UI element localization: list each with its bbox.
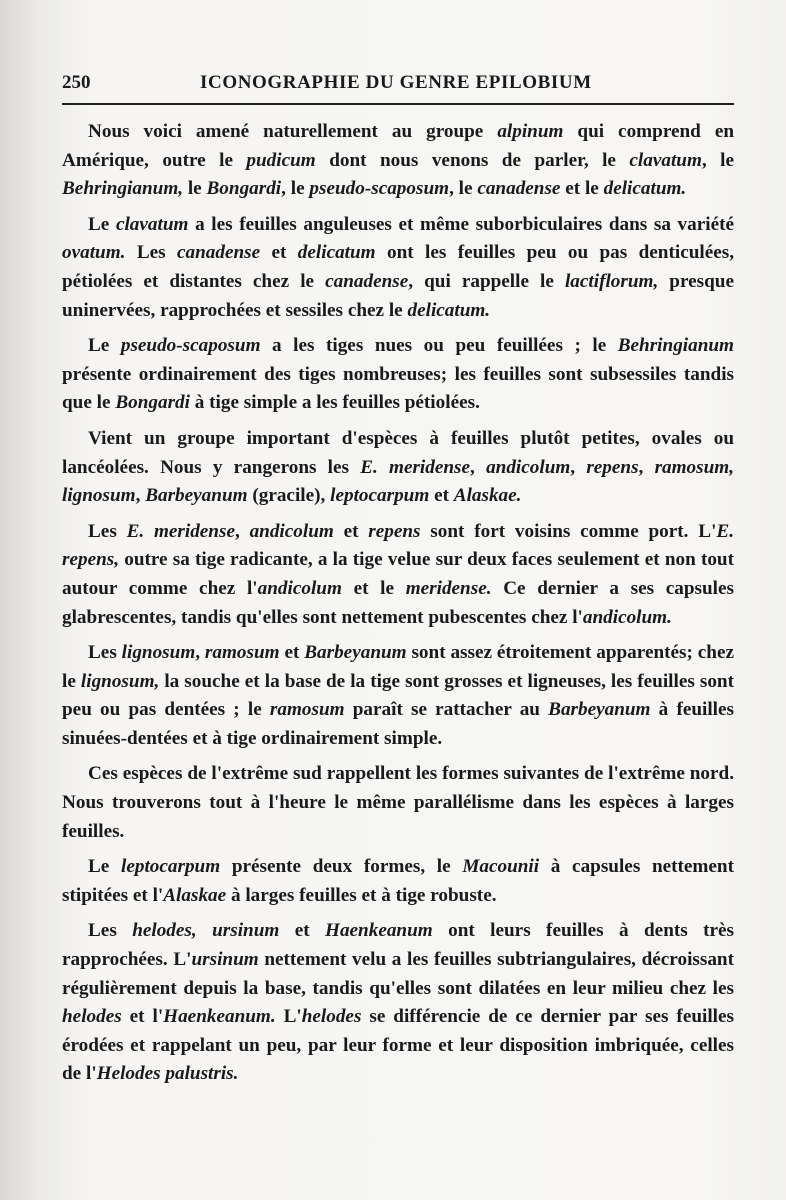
- italic-run: alpinum: [497, 121, 564, 142]
- text-run: dont nous venons de parler, le: [315, 149, 630, 171]
- italic-run: ramosum: [204, 642, 280, 664]
- italic-run: Haenkeanum: [325, 920, 433, 942]
- text-run: et: [279, 642, 305, 664]
- italic-run: lactiflorum,: [564, 270, 659, 292]
- italic-run: pseudo-scaposum: [309, 178, 450, 200]
- text-run: Nous voici amené naturellement au groupe: [88, 121, 498, 142]
- text-run: ,: [135, 485, 146, 507]
- italic-run: canadense: [325, 270, 409, 292]
- italic-run: pseudo-scaposum: [120, 335, 261, 357]
- italic-run: delicatum: [297, 242, 376, 264]
- text-run: presque uninervées, rapprochées et sessiles chez le: [62, 270, 734, 321]
- text-run: Le: [88, 213, 116, 235]
- text-run: ,: [638, 456, 655, 478]
- text-run: Les: [88, 642, 122, 664]
- italic-run: ursinum: [212, 920, 280, 942]
- text-run: et le: [560, 178, 604, 200]
- text-run: paraît se rattacher au: [344, 699, 549, 721]
- italic-run: Bongardi: [115, 392, 190, 414]
- text-run: Le: [88, 335, 121, 357]
- italic-run: E. meridense: [360, 456, 471, 478]
- text-run: et: [279, 920, 326, 942]
- text-run: sont assez étroitement apparentés; chez le: [62, 642, 734, 692]
- paragraph: [62, 760, 734, 846]
- text-run: à capsules nettement stipitées et l': [62, 856, 734, 906]
- text-run: outre sa tige radicante, a la tige velue sur deux faces seulement et non tout autour comme chez l': [62, 549, 734, 599]
- text-run: ,: [570, 456, 587, 478]
- italic-run: Alaskae: [163, 884, 227, 906]
- text-run: Les: [125, 242, 177, 264]
- text-run: a les tiges nues ou peu feuillées ; le: [260, 335, 618, 357]
- italic-run: Bongardi: [206, 178, 282, 200]
- italic-run: Behringianum: [617, 335, 734, 357]
- text-run: , le: [281, 178, 310, 200]
- text-run: , qui rappelle le: [408, 270, 565, 292]
- body-text: [62, 118, 734, 1096]
- text-run: nettement velu a les feuilles subtriangulaires, décroissant régulièrement depuis la base, tandis qu'elles sont dilatées en leur milieu chez les: [62, 949, 734, 999]
- italic-run: Behringianum,: [62, 178, 184, 200]
- italic-run: ramosum: [269, 699, 345, 721]
- italic-run: clavatum: [629, 149, 702, 171]
- text-run: qui comprend en Amérique, outre le: [62, 121, 735, 171]
- text-run: présente deux formes, le: [220, 856, 463, 878]
- page-number: 250: [62, 72, 91, 93]
- text-run: [197, 920, 212, 941]
- text-run: Vient un groupe important d'espèces à feuilles plutôt petites, ovales ou lancéolées. Nous y rangerons les: [62, 427, 734, 478]
- italic-run: helodes: [62, 1006, 122, 1028]
- text-run: et: [429, 485, 454, 507]
- paragraph: [62, 518, 734, 632]
- text-run: et le: [341, 577, 406, 599]
- italic-run: leptocarpum: [330, 485, 430, 507]
- text-run: Ces espèces de l'extrême sud rappellent les formes suivantes de l'extrême nord. Nous trouverons tout à l'heure le même parallélisme dans les espèces à larges feuilles.: [62, 763, 734, 842]
- italic-run: Alaskae.: [453, 485, 522, 507]
- text-run: le: [183, 178, 207, 200]
- italic-run: ursinum: [191, 949, 259, 971]
- paragraph: [62, 639, 734, 753]
- italic-run: E. meridense: [126, 520, 235, 542]
- italic-run: andicolum: [486, 456, 571, 478]
- paragraph: [62, 853, 734, 910]
- text-run: , le: [449, 178, 478, 200]
- italic-run: repens: [586, 456, 639, 478]
- text-run: ,: [234, 520, 250, 542]
- italic-run: repens: [368, 520, 421, 542]
- italic-run: andicolum: [249, 520, 334, 542]
- text-run: la souche et la base de la tige sont grosses et ligneuses, les feuilles sont peu ou pas dentées ; le: [62, 670, 734, 721]
- italic-run: pudicum: [246, 149, 316, 171]
- italic-run: delicatum.: [603, 178, 687, 200]
- italic-run: canadense: [477, 178, 561, 200]
- running-title: ICONOGRAPHIE DU GENRE EPILOBIUM: [200, 72, 592, 93]
- text-run: ,: [470, 456, 487, 478]
- italic-run: E. repens,: [62, 520, 735, 571]
- text-run: (gracile),: [247, 485, 331, 507]
- italic-run: ovatum.: [62, 242, 126, 264]
- header-rule: [62, 103, 734, 105]
- italic-run: andicolum: [257, 577, 342, 599]
- paragraph: [62, 425, 734, 511]
- text-run: et l': [121, 1006, 164, 1028]
- italic-run: Haenkeanum.: [163, 1006, 276, 1028]
- italic-run: delicatum.: [407, 299, 491, 321]
- italic-run: Barbeyanum: [304, 642, 407, 664]
- text-run: , le: [701, 149, 734, 171]
- italic-run: ramosum,: [654, 456, 735, 478]
- paragraph: [62, 118, 734, 204]
- text-run: Les: [88, 520, 127, 542]
- italic-run: lignosum: [62, 485, 136, 507]
- italic-run: helodes: [301, 1006, 362, 1028]
- paragraph: [62, 211, 734, 325]
- text-run: Les: [88, 920, 133, 942]
- text-run: à feuilles sinuées-dentées et à tige ordinairement simple.: [62, 699, 734, 749]
- italic-run: helodes,: [132, 920, 197, 942]
- text-run: a les feuilles anguleuses et même suborbiculaires dans sa variété: [188, 213, 734, 235]
- text-run: ont leurs feuilles à dents très rapprochées. L': [62, 920, 735, 971]
- text-run: ont les feuilles peu ou pas denticulées, pétiolées et distantes chez le: [62, 242, 735, 292]
- italic-run: Macounii: [462, 856, 540, 878]
- italic-run: meridense.: [405, 577, 492, 599]
- text-run: Ce dernier a ses capsules glabrescentes, tandis qu'elles sont nettement pubescentes chez l': [62, 577, 734, 628]
- italic-run: lignosum,: [80, 670, 160, 692]
- text-run: présente ordinairement des tiges nombreuses; les feuilles sont subsessiles tandis que le: [62, 363, 734, 414]
- paragraph: [62, 332, 734, 418]
- italic-run: leptocarpum: [121, 856, 221, 878]
- italic-run: Barbeyanum: [145, 485, 248, 507]
- text-run: se différencie de ce dernier par ses feuilles érodées et rappelant un peu, par leur forme et leur disposition imbriquée, celles de l': [62, 1006, 734, 1085]
- text-run: sont fort voisins comme port. L': [420, 520, 717, 542]
- italic-run: andicolum.: [582, 606, 672, 628]
- text-run: et: [260, 242, 298, 264]
- italic-run: lignosum: [121, 642, 196, 664]
- italic-run: Barbeyanum: [548, 699, 651, 721]
- text-run: ,: [195, 642, 205, 664]
- italic-run: Helodes palustris.: [96, 1063, 239, 1085]
- italic-run: canadense: [176, 242, 261, 264]
- paragraph: [62, 917, 734, 1089]
- page-header: [62, 70, 734, 100]
- text-run: à larges feuilles et à tige robuste.: [226, 884, 497, 906]
- text-run: Le: [88, 856, 121, 878]
- italic-run: clavatum: [115, 213, 189, 235]
- text-run: L': [275, 1006, 302, 1028]
- text-run: à tige simple a les feuilles pétiolées.: [189, 392, 480, 414]
- text-run: et: [333, 520, 369, 542]
